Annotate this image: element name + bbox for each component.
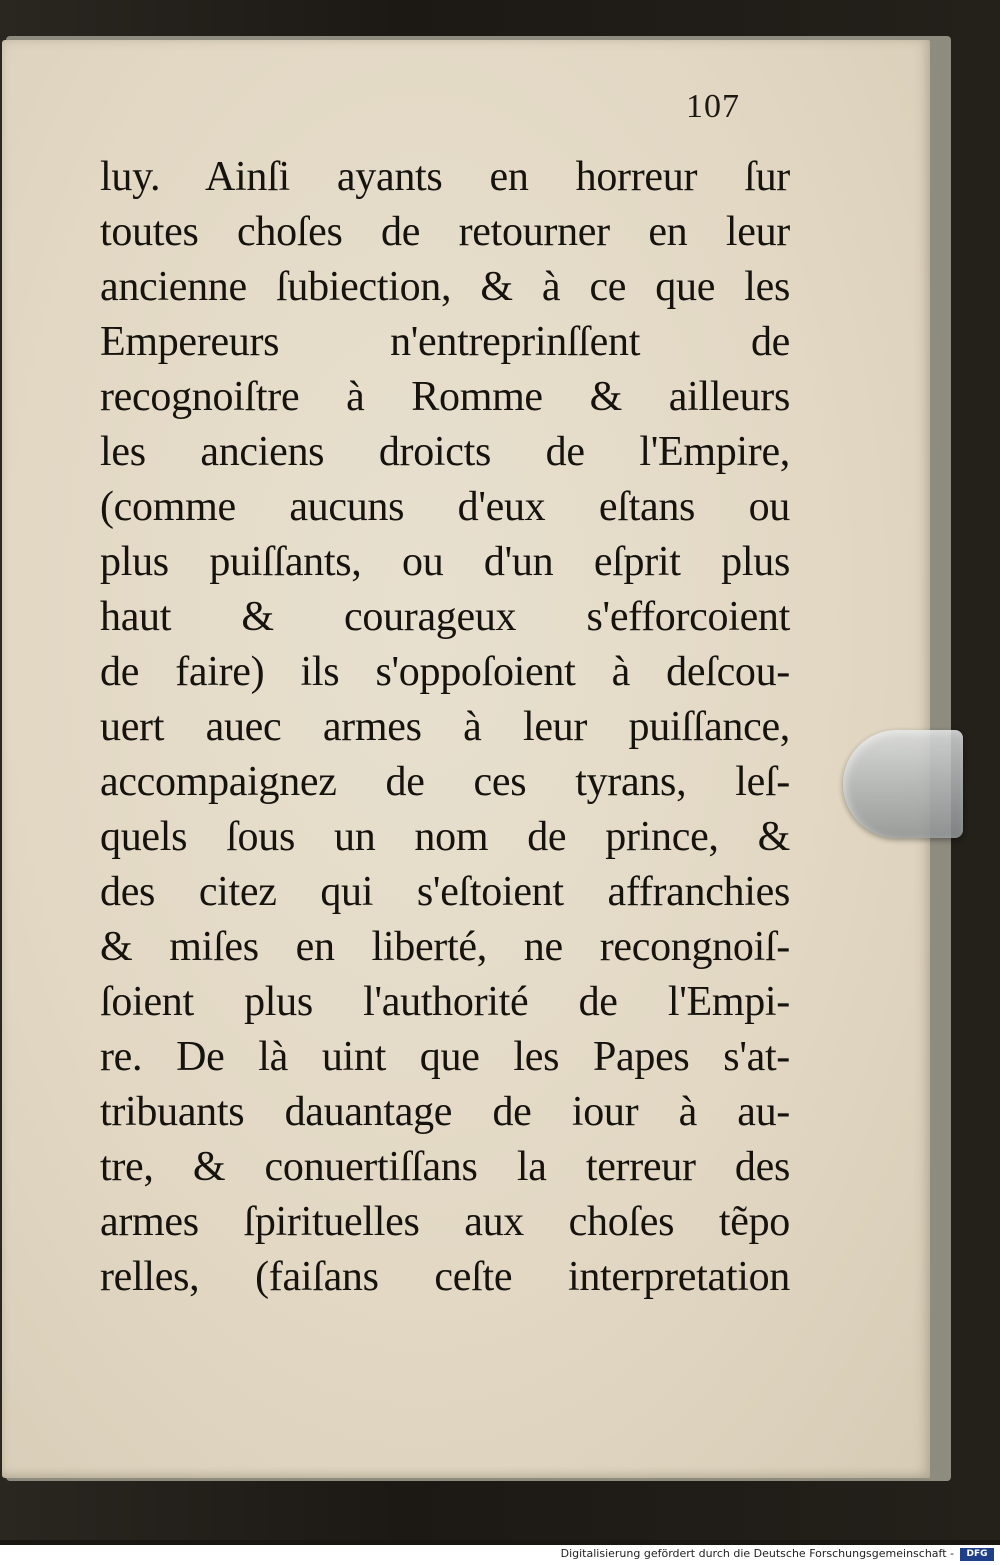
text-line: uert auec armes à leur puiſſance,	[100, 704, 790, 750]
text-line: tre, & conuertiſſans la terreur des	[100, 1144, 790, 1190]
text-line: armes ſpirituelles aux choſes tẽpo	[100, 1199, 790, 1245]
footer-credit: Digitalisierung gefördert durch die Deutsche Forschungsgemeinschaft -	[560, 1547, 954, 1560]
text-line: de faire) ils s'oppoſoient à deſcou-	[100, 649, 790, 695]
text-line: quels ſous un nom de prince, &	[100, 814, 790, 860]
text-line: Empereurs n'entreprinſſent de	[100, 319, 790, 365]
dfg-logo-icon: DFG	[960, 1548, 994, 1561]
digitization-footer	[0, 1545, 1000, 1565]
text-line: haut & courageux s'efforcoient	[100, 594, 790, 640]
body-text	[100, 150, 790, 1305]
text-line: ſoient plus l'authorité de l'Empi-	[100, 979, 790, 1025]
text-line: (comme aucuns d'eux eſtans ou	[100, 484, 790, 530]
text-line: tribuants dauantage de iour à au-	[100, 1089, 790, 1135]
text-line: relles, (faiſans ceſte interpretation	[100, 1254, 790, 1300]
text-line: plus puiſſants, ou d'un eſprit plus	[100, 539, 790, 585]
text-line: les anciens droicts de l'Empire,	[100, 429, 790, 475]
text-line: luy. Ainſi ayants en horreur ſur	[100, 154, 790, 200]
text-line: re. De là uint que les Papes s'at-	[100, 1034, 790, 1080]
text-line: des citez qui s'eſtoient affranchies	[100, 869, 790, 915]
text-line: accompaignez de ces tyrans, leſ-	[100, 759, 790, 805]
text-line: & miſes en liberté, ne recongnoiſ-	[100, 924, 790, 970]
text-line: recognoiſtre à Romme & ailleurs	[100, 374, 790, 420]
page-number: 107	[686, 88, 740, 125]
page-clip	[843, 730, 963, 838]
text-line: toutes choſes de retourner en leur	[100, 209, 790, 255]
text-line: ancienne ſubiection, & à ce que les	[100, 264, 790, 310]
